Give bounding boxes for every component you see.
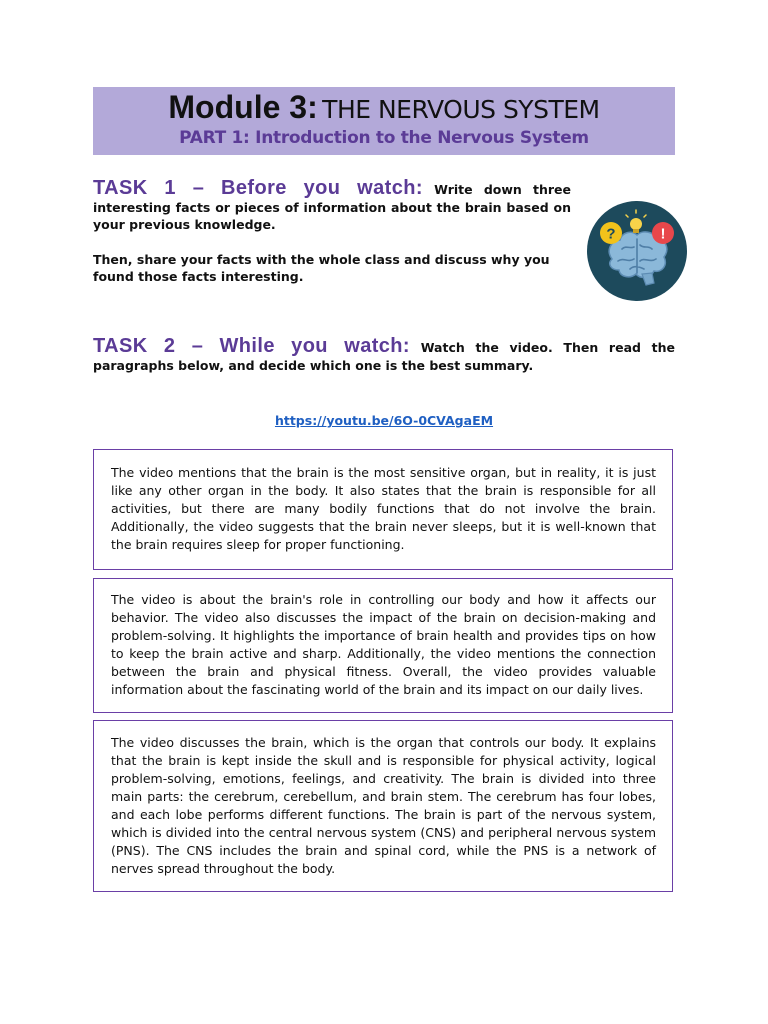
video-link[interactable]: https://youtu.be/6O-0CVAgaEM (274, 413, 494, 428)
part-title: PART 1: Introduction to the Nervous System (179, 128, 589, 148)
question-mark-glyph: ? (606, 225, 616, 243)
module-title (93, 89, 675, 132)
task2-heading: TASK 2 – While you watch: (93, 335, 410, 357)
task2-instruction: Watch the video. Then read the paragraphs below, and decide which one is the best summary. (93, 340, 676, 373)
brain-question-idea-exclamation-icon (584, 201, 690, 301)
module-number: Module 3: (168, 89, 318, 125)
summary-option-1: The video mentions that the brain is the most sensitive organ, but in reality, it is just like any other organ in the body. It also states that the brain is responsible for all activities, but there are many bodily functions that do not involve the brain. Additionally, the video suggests that the brain never sleeps, but it is well-known that the brain requires sleep for proper functioning. (93, 449, 673, 570)
task1-paragraph2: Then, share your facts with the whole class and discuss why you found those facts interesting. (93, 251, 550, 284)
task1-instruction: Write down three interesting facts or pieces of information about the brain based on your previous knowledge. (93, 182, 572, 232)
task1-heading: TASK 1 – Before you watch: (93, 177, 423, 199)
summary-option-3: The video discusses the brain, which is the organ that controls our body. It explains that the brain is kept inside the skull and is responsible for physical activity, logical problem-solving, emotions, feelings, and creativity. The brain is divided into three main parts: the cerebrum, cerebellum, and brain stem. The cerebrum has four lobes, and each lobe performs different functions. The brain is part of the nervous system, which is divided into the central nervous system (CNS) and peripheral nervous system (PNS). The CNS includes the brain and spinal cord, while the PNS is a network of nerves spread throughout the body. (93, 720, 673, 892)
summary-option-2: The video is about the brain's role in controlling our body and how it affects our behavior. The video also discusses the impact of the brain on decision-making and problem-solving. It highlights the importance of brain health and provides tips on how to keep the brain active and sharp. Additionally, the video mentions the connection between the brain and physical fitness. Overall, the video provides valuable information about the fascinating world of the brain and its impact on our daily lives. (93, 578, 673, 713)
task1-section (93, 177, 572, 286)
task2-section (93, 335, 676, 374)
module-name: THE NERVOUS SYSTEM (322, 95, 600, 124)
title-banner (93, 87, 675, 155)
exclamation-glyph: ! (660, 225, 666, 243)
